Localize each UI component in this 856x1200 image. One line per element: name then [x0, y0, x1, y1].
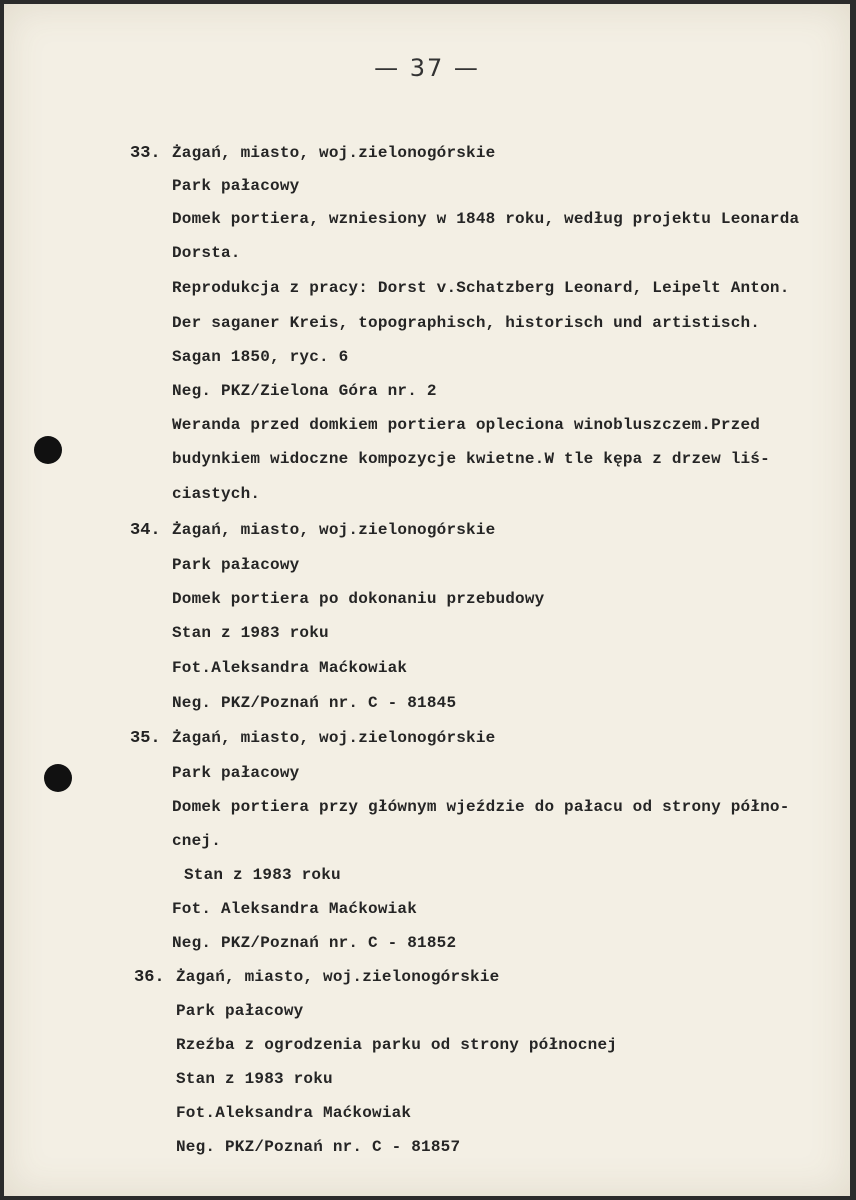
entry-line: Sagan 1850, ryc. 6: [172, 348, 349, 366]
entry-line: Der saganer Kreis, topographisch, historisch und artistisch.: [172, 314, 761, 332]
entry-line: Neg. PKZ/Poznań nr. C - 81845: [172, 694, 457, 712]
document-page: [4, 4, 850, 1196]
entry-line: Fot.Aleksandra Maćkowiak: [172, 659, 408, 677]
entry-line: Rzeźba z ogrodzenia parku od strony północnej: [176, 1036, 618, 1054]
entry-line: Stan z 1983 roku: [172, 624, 329, 642]
entry-heading: Żagań, miasto, woj.zielonogórskie: [172, 521, 496, 539]
entry-line: Stan z 1983 roku: [176, 1070, 333, 1088]
entry-line: Neg. PKZ/Poznań nr. C - 81857: [176, 1138, 461, 1156]
entry-number: 34.: [130, 521, 161, 540]
entry-line: Domek portiera przy głównym wjeździe do pałacu od strony półno-: [172, 798, 790, 816]
punch-hole: [34, 436, 62, 464]
page-number: — 37 —: [374, 54, 480, 82]
entry-number: 33.: [130, 144, 161, 163]
entry-line: Park pałacowy: [172, 764, 300, 782]
entry-line: Park pałacowy: [176, 1002, 304, 1020]
entry-line: Fot.Aleksandra Maćkowiak: [176, 1104, 412, 1122]
entry-line: Neg. PKZ/Poznań nr. C - 81852: [172, 934, 457, 952]
entry-line: budynkiem widoczne kompozycje kwietne.W tle kępa z drzew liś-: [172, 450, 770, 468]
entry-number: 36.: [134, 968, 165, 987]
entry-heading: Żagań, miasto, woj.zielonogórskie: [172, 729, 496, 747]
entry-line: Domek portiera, wzniesiony w 1848 roku, według projektu Leonarda: [172, 210, 800, 228]
entry-heading: Żagań, miasto, woj.zielonogórskie: [172, 144, 496, 162]
entry-line: Dorsta.: [172, 244, 241, 262]
entry-line: Neg. PKZ/Zielona Góra nr. 2: [172, 382, 437, 400]
entry-line: Reprodukcja z pracy: Dorst v.Schatzberg Leonard, Leipelt Anton.: [172, 279, 790, 297]
entry-heading: Żagań, miasto, woj.zielonogórskie: [176, 968, 500, 986]
entry-line: cnej.: [172, 832, 222, 850]
entry-line: Domek portiera po dokonaniu przebudowy: [172, 590, 545, 608]
entry-line: ciastych.: [172, 485, 261, 503]
entry-line: Park pałacowy: [172, 177, 300, 195]
entry-line: Park pałacowy: [172, 556, 300, 574]
entry-line: Weranda przed domkiem portiera opleciona winobluszczem.Przed: [172, 416, 761, 434]
entry-line: Fot. Aleksandra Maćkowiak: [172, 900, 418, 918]
entry-line: Stan z 1983 roku: [184, 866, 341, 884]
punch-hole: [44, 764, 72, 792]
entry-number: 35.: [130, 729, 161, 748]
